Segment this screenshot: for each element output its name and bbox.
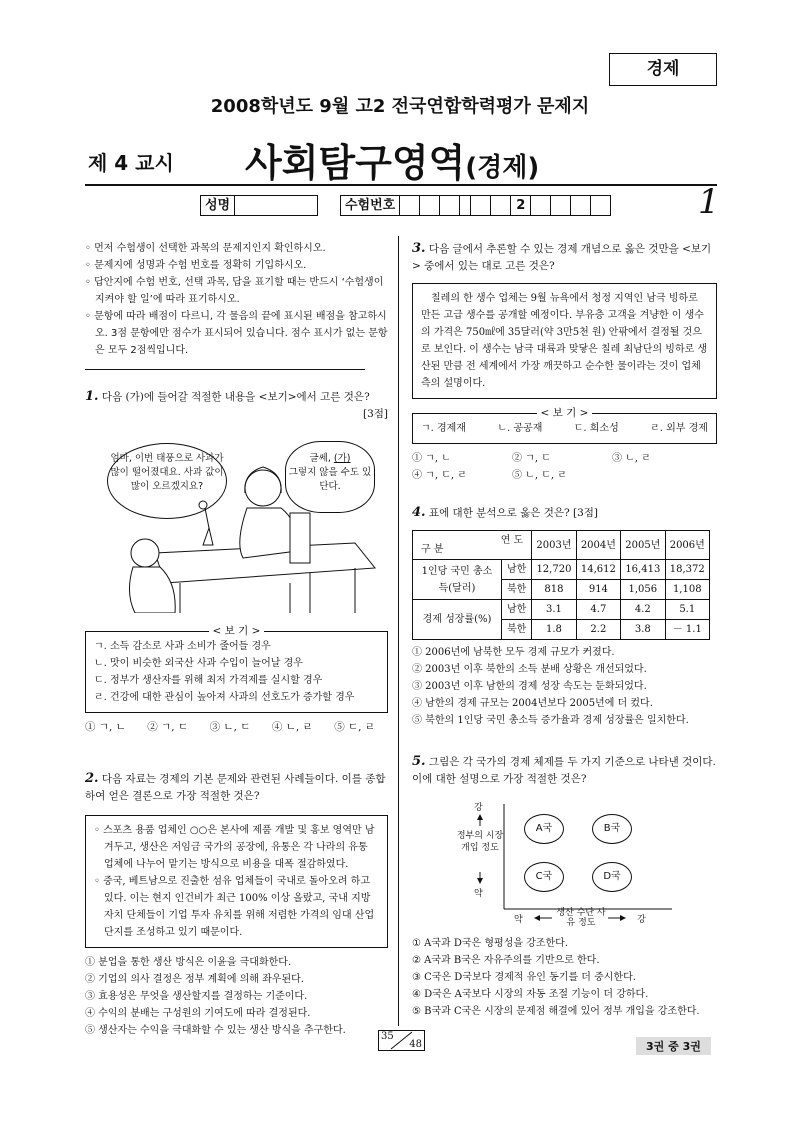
exam-number-cell [590, 196, 610, 215]
corner-top: 연 도 [500, 535, 524, 546]
question-5 [412, 753, 717, 1020]
exam-number-cell [550, 196, 570, 215]
answer-option[interactable]: ⑤ ㄷ, ㄹ [334, 721, 375, 733]
answer-option[interactable]: ⑤ 생산자는 수익을 극대화할 수 있는 생산 방식을 추구한다. [85, 1025, 346, 1036]
question-number: 2. [85, 771, 99, 786]
area-title [245, 132, 539, 187]
row-label: 1인당 국민 총소득(달러) [413, 560, 502, 600]
q2-options [85, 954, 388, 1039]
question-text: 다음 (가)에 들어갈 적절한 내용을 <보기>에서 고른 것은? [101, 391, 370, 403]
table-cell: 4.7 [576, 600, 620, 620]
answer-option[interactable]: ① A국과 D국은 형평성을 강조한다. [412, 938, 569, 949]
answer-option[interactable]: ④ 남한의 경제 규모는 2004년보다 2005년에 더 컸다. [412, 698, 653, 709]
question-3 [412, 240, 717, 484]
right-column [412, 240, 717, 1020]
period-label: 제 4 교시 [88, 151, 174, 175]
exam-number-cell [490, 196, 510, 215]
page-counter [378, 1030, 425, 1051]
y-axis-bottom: 약 [474, 889, 483, 899]
instruction-line: ◦ 문항에 따라 배점이 다르니, 각 물음의 끝에 표시된 배점을 참고하시오. 3점 문항에만 점수가 표시되어 있습니다. 점수 표시가 없는 문항은 모두 2점씩입니다. [85, 311, 388, 356]
exam-number-cell [470, 196, 490, 215]
exam-number-cell [530, 196, 550, 215]
question-2 [85, 770, 388, 1039]
answer-option[interactable]: ⑤ ㄴ, ㄷ, ㄹ [512, 470, 567, 481]
answer-option[interactable]: ⑤ B국과 C국은 시장의 문제점 해결에 있어 정부 개입을 강조한다. [412, 1006, 700, 1017]
q3-options [412, 450, 717, 484]
page-total: 48 [409, 1039, 422, 1050]
speech-bubble-child: 엄마, 이번 태풍으로 사과가 많이 떨어졌대요. 사과 값이 많이 오르겠지요? [107, 443, 227, 519]
country-label: 북한 [502, 620, 532, 640]
table-corner [413, 531, 532, 560]
left-column [85, 240, 388, 1039]
answer-option[interactable]: ③ C국은 D국보다 경제적 유인 동기를 더 중시한다. [412, 972, 636, 983]
bogi-item: ㄱ. 소득 감소로 사과 소비가 줄어들 경우 [94, 641, 271, 652]
exam-number-cell [570, 196, 590, 215]
case-item: ◦ 스포츠 용품 업체인 ○○은 본사에 제품 개발 및 홍보 영역만 남겨두고, 생산은 저임금 국가의 공장에, 유통은 각 나라의 유통 업체에 나누어 맡기는 방식으로 비용을 대폭 절감하였다. [94, 825, 375, 870]
table-cell: 2.2 [576, 620, 620, 640]
name-label: 성명 [201, 196, 235, 215]
x-axis-right: 강 [637, 915, 646, 925]
exam-title: 2008학년도 9월 고2 전국연합학력평가 문제지 [210, 96, 590, 117]
question-4 [412, 504, 717, 729]
table-cell: 18,372 [665, 560, 709, 580]
answer-option[interactable]: ② ㄱ, ㄷ [512, 453, 551, 464]
bogi-item: ㄴ. 공공재 [497, 423, 543, 434]
exam-number-digit: 2 [510, 196, 530, 215]
q5-diagram [412, 794, 717, 929]
q1-options [85, 719, 375, 736]
bubble-text: 그렇지 않을 수도 있단다. [288, 467, 372, 492]
year-header: 2005년 [621, 531, 665, 560]
answer-option[interactable]: ② 기업의 의사 결정은 정부 계획에 의해 좌우된다. [85, 974, 304, 985]
x-axis-left: 약 [514, 915, 523, 925]
answer-option[interactable]: ⑤ 북한의 1인당 국민 총소득 증가율과 경제 성장률은 일치한다. [412, 715, 689, 726]
q4-table [412, 530, 710, 640]
page-current: 35 [381, 1031, 394, 1042]
y-axis-top: 강 [474, 803, 483, 813]
answer-option[interactable]: ④ ㄴ, ㄹ [271, 721, 313, 733]
row-label: 경제 성장률(%) [413, 600, 502, 640]
page-number: 1 [698, 182, 720, 222]
mother-child-drawing [85, 433, 388, 613]
answer-option[interactable]: ③ 효용성은 무엇을 생산할지를 결정하는 기준이다. [85, 991, 308, 1002]
instruction-line: ◦ 먼저 수험생이 선택한 과목의 문제지인지 확인하시오. [85, 243, 326, 254]
corner-bottom: 구 분 [421, 544, 444, 555]
answer-option[interactable]: ④ D국은 A국보다 시장의 자동 조절 기능이 더 강하다. [412, 989, 649, 1000]
exam-number-box[interactable] [340, 195, 611, 216]
exam-number-cell [400, 196, 419, 215]
x-axis-label: 생산 수단 사유 정도 [556, 908, 606, 928]
country-label: 남한 [502, 560, 532, 580]
question-number: 4. [412, 505, 426, 520]
country-label: 북한 [502, 580, 532, 600]
country-b: B국 [592, 814, 632, 844]
q5-options [412, 935, 717, 1020]
q2-data-box [85, 815, 388, 948]
question-text: 그림은 각 국가의 경제 체제를 두 가지 기준으로 나타낸 것이다. 이에 대한 설명으로 가장 적절한 것은? [412, 756, 716, 785]
instructions [85, 240, 388, 359]
q3-passage-box: 칠레의 한 생수 업체는 9월 뉴욕에서 청정 지역인 남극 빙하로 만든 고급 생수를 공개할 예정이다. 부유층 고객을 겨냥한 이 생수의 가격은 750㎖에 35달러(약 3만5천 원) 안팎에서 결정될 것으로 보인다. 이 생수는 남극 대륙과 맞닿은 칠레 최남단의 빙하로 생산된 만큼 전 세계에서 가장 깨끗하고 순수한 물이라는 것이 업체 측의 설명이다. [412, 283, 717, 399]
answer-option[interactable]: ③ ㄴ, ㄷ [209, 721, 251, 733]
name-exam-row [200, 195, 611, 216]
question-text: 다음 자료는 경제의 기본 문제와 관련된 사례들이다. 이를 종합하여 얻은 결론으로 가장 적절한 것은? [85, 773, 386, 802]
bogi-title: < 보 기 > [209, 623, 265, 640]
header-rule [85, 184, 717, 186]
table-cell: 3.1 [532, 600, 576, 620]
year-header: 2004년 [576, 531, 620, 560]
question-number: 5. [412, 754, 426, 769]
instruction-line: ◦ 문제지에 성명과 수험 번호를 정확히 기입하시오. [85, 260, 307, 271]
bogi-item: ㄹ. 건강에 대한 관심이 높아져 사과의 선호도가 증가할 경우 [94, 692, 355, 703]
question-number: 3. [412, 241, 426, 256]
year-header: 2003년 [532, 531, 576, 560]
table-cell: 1.8 [532, 620, 576, 640]
table-cell: 818 [532, 580, 576, 600]
table-cell: 5.1 [665, 600, 709, 620]
bogi-item: ㄱ. 경제재 [421, 423, 466, 434]
country-c: C국 [524, 862, 564, 892]
y-axis-label: 정부의 시장 개입 정도 [456, 831, 504, 853]
blank-ga: (가) [333, 453, 351, 464]
table-cell: 16,413 [621, 560, 665, 580]
instruction-rule [85, 369, 365, 370]
points: [3점] [572, 507, 598, 519]
table-cell: － 1.1 [665, 620, 709, 640]
table-cell: 1,056 [621, 580, 665, 600]
table-cell: 4.2 [621, 600, 665, 620]
answer-option[interactable]: ① 분업을 통한 생산 방식은 이윤을 극대화한다. [85, 957, 292, 968]
country-label: 남한 [502, 600, 532, 620]
answer-option[interactable]: ③ 2003년 이후 남한의 경제 성장 속도는 둔화되었다. [412, 681, 647, 692]
name-box[interactable] [200, 195, 318, 216]
year-header: 2006년 [665, 531, 709, 560]
answer-option[interactable]: ② ㄱ, ㄷ [147, 721, 189, 733]
exam-number-cell [439, 196, 459, 215]
answer-option[interactable]: ① 2006년에 남북한 모두 경제 규모가 커졌다. [412, 647, 615, 658]
answer-option[interactable]: ② 2003년 이후 북한의 소득 분배 상황은 개선되었다. [412, 664, 647, 675]
answer-option[interactable]: ① ㄱ, ㄴ [85, 721, 126, 733]
q4-options [412, 644, 717, 729]
q3-bogi-box [412, 407, 717, 444]
volume-label: 3권 중 3권 [636, 1037, 711, 1055]
bogi-title: < 보 기 > [537, 405, 593, 422]
answer-option[interactable]: ① ㄱ, ㄴ [412, 453, 451, 464]
exam-number-label: 수험번호 [341, 196, 400, 215]
question-number: 1. [85, 389, 99, 404]
area-title-main: 사회탐구영역 [245, 141, 466, 185]
area-title-sub: (경제) [465, 153, 540, 183]
exam-number-cell [419, 196, 439, 215]
exam-number-cell [459, 196, 470, 215]
question-1 [85, 388, 388, 736]
question-text: 다음 글에서 추론할 수 있는 경제 개념으로 옳은 것만을 <보기> 중에서 있는 대로 고른 것은? [412, 243, 712, 272]
bogi-item: ㄷ. 정부가 생산자를 위해 최저 가격제를 실시할 경우 [94, 675, 323, 686]
table-cell: 14,612 [576, 560, 620, 580]
table-cell: 3.8 [621, 620, 665, 640]
country-a: A국 [524, 814, 564, 844]
table-cell: 1,108 [665, 580, 709, 600]
answer-option[interactable]: ④ 수익의 분배는 구성원의 기여도에 따라 결정된다. [85, 1008, 311, 1019]
case-item: ◦ 중국, 베트남으로 진출한 섬유 업체들이 국내로 돌아오려 하고 있다. 이는 현지 인건비가 최근 100% 이상 올랐고, 국내 지방 자치 단체들이 기업 투자 유치를 위해 저렴한 가격의 임대 산업 단지를 조성하고 있기 때문이다. [94, 876, 375, 938]
country-d: D국 [592, 862, 632, 892]
bogi-item: ㄷ. 희소성 [573, 423, 619, 434]
column-divider [398, 236, 399, 1026]
answer-option[interactable]: ④ ㄱ, ㄷ, ㄹ [412, 470, 467, 481]
subject-box: 경제 [609, 53, 717, 86]
points: [3점] [362, 408, 388, 420]
bubble-text: 글쎄, [309, 453, 331, 464]
q1-illustration [85, 433, 388, 613]
table-cell: 914 [576, 580, 620, 600]
answer-option[interactable]: ③ ㄴ, ㄹ [612, 453, 651, 464]
bogi-item: ㄴ. 맛이 비슷한 외국산 사과 수입이 늘어날 경우 [94, 658, 303, 669]
question-text: 표에 대한 분석으로 옳은 것은? [428, 507, 570, 519]
q1-bogi-box [85, 625, 388, 713]
bogi-item: ㄹ. 외부 경제 [650, 423, 708, 434]
table-cell: 12,720 [532, 560, 576, 580]
instruction-line: ◦ 답안지에 수험 번호, 선택 과목, 답을 표기할 때는 반드시 ‘수험생이 지켜야 할 일’에 따라 표기하시오. [85, 277, 384, 305]
answer-option[interactable]: ② A국과 B국은 자유주의를 기반으로 한다. [412, 955, 600, 966]
